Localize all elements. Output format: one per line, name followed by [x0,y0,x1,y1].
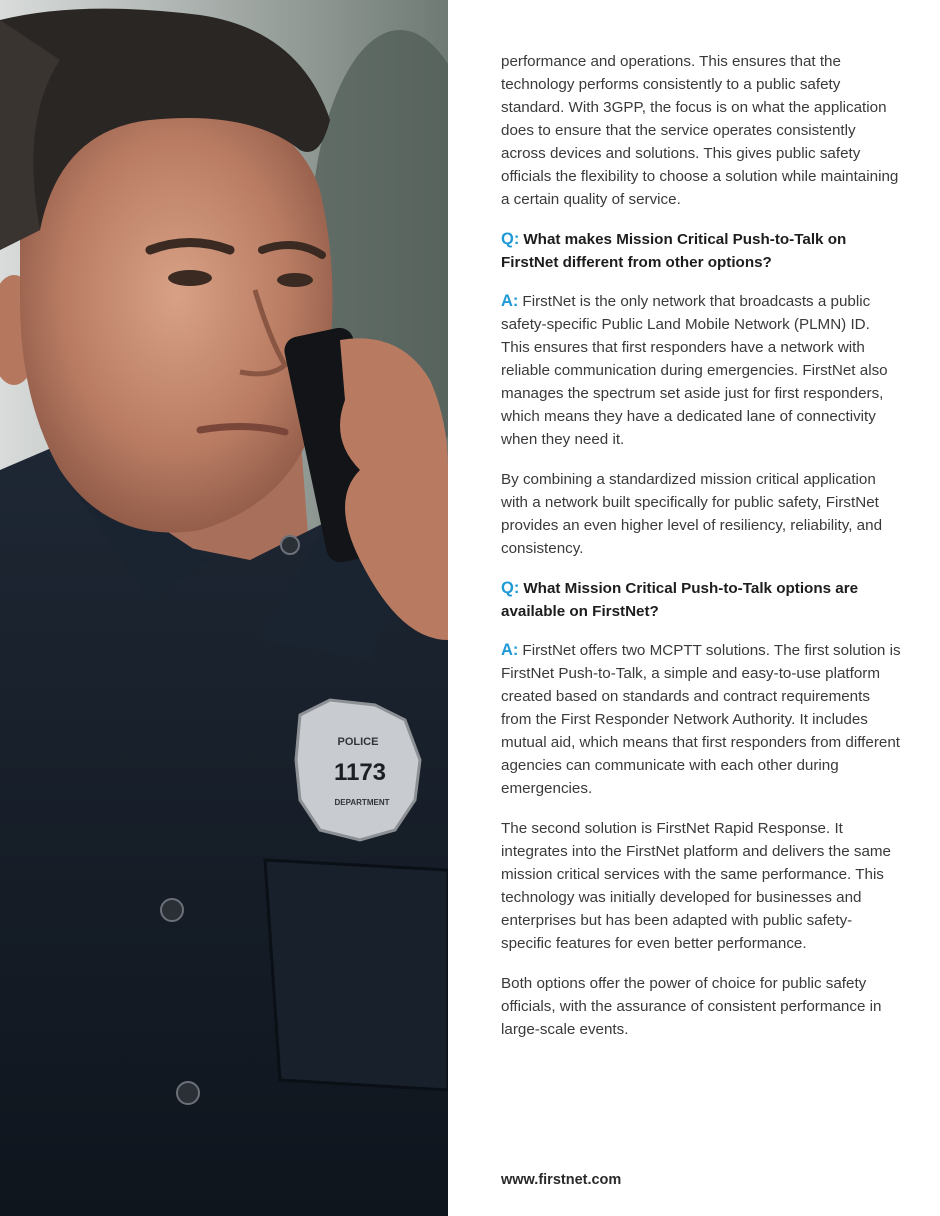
a-label: A: [501,641,519,659]
intro-paragraph: performance and operations. This ensures that the technology performs consistently to a public safety standard. With 3GPP, the focus is on what the application does to ensure that the service operates consistently across devices and solutions. This gives public safety officials the flexibility to choose a solution while maintaining a certain quality of service. [501,53,899,208]
answer-2-paragraph-3: Both options offer the power of choice for public safety officials, with the assurance of consistent performance in large-scale events. [501,975,882,1038]
footer-url[interactable]: www.firstnet.com [501,1172,622,1188]
q-label: Q: [501,579,520,597]
answer-2-paragraph-2: The second solution is FirstNet Rapid Response. It integrates into the FirstNet platform and delivers the same mission critical services with the same performance. This technology was initially developed for businesses and enterprises but has been adapted with public safety-specific features for even better performance. [501,820,891,952]
answer-1 [501,290,901,451]
q-label: Q: [501,230,520,248]
article-column [501,50,901,1058]
answer-1-paragraph-2: By combining a standardized mission critical application with a network built specifically for public safety, FirstNet provides an even higher level of resiliency, reliability, and consistency. [501,471,883,557]
police-badge [296,700,420,840]
question-1-text: What makes Mission Critical Push-to-Talk on FirstNet different from other options? [501,231,847,271]
svg-text:DEPARTMENT: DEPARTMENT [334,798,390,807]
officer-face [20,100,333,533]
officer-photo [0,0,448,1216]
a-label: A: [501,292,519,310]
officer-illustration [0,0,448,1216]
answer-2-text: FirstNet offers two MCPTT solutions. The first solution is FirstNet Push-to-Talk, a simple and easy-to-use platform created based on standards and contract requirements from the First Responder Network Authority. It includes mutual aid, which means that first responders from different agencies can communicate with each other during emergencies. [501,642,901,797]
question-2-text: What Mission Critical Push-to-Talk options are available on FirstNet? [501,580,859,620]
answer-1-text: FirstNet is the only network that broadcasts a public safety-specific Public Land Mobile Network (PLMN) ID. This ensures that first responders have a network with reliable communication during emergencies. FirstNet also manages the spectrum set aside just for first responders, which means they have a dedicated lane of connectivity when they need it. [501,293,888,448]
answer-2 [501,639,901,800]
svg-text:POLICE: POLICE [337,736,379,748]
question-2 [501,577,901,623]
badge-number: 1173 [333,759,387,786]
question-1 [501,228,901,274]
